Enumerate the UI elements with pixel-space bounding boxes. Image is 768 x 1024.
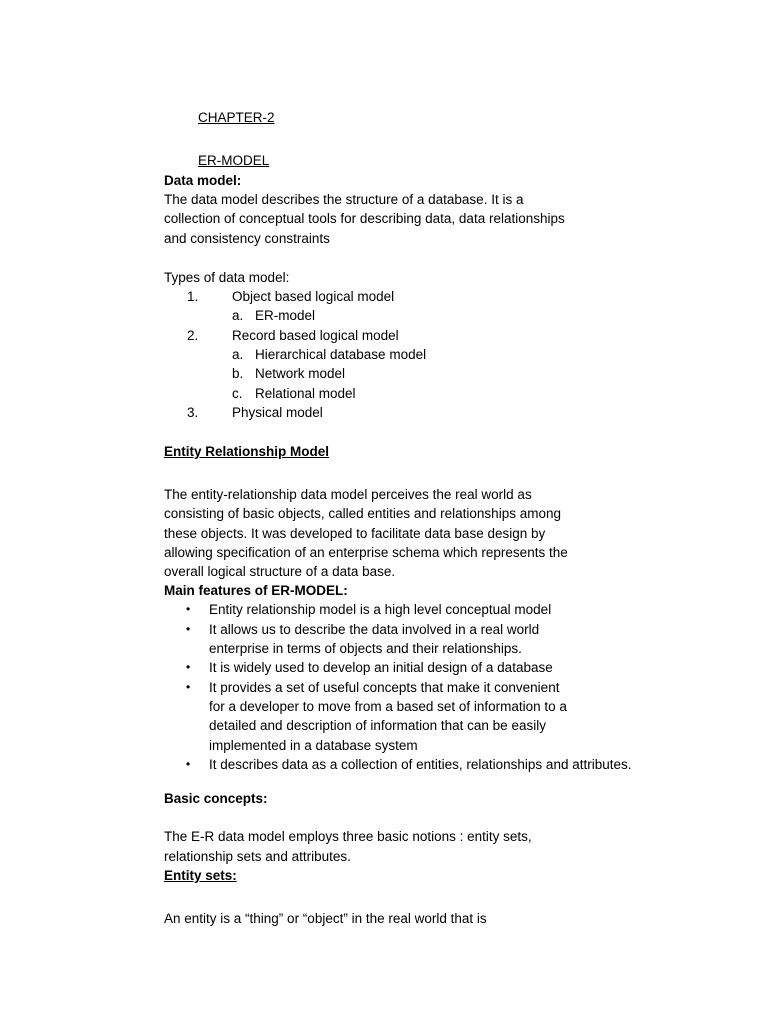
paragraph-line: relationship sets and attributes. [164, 849, 351, 864]
bullet-item: Entity relationship model is a high level conceptual model [209, 602, 552, 617]
list-item: ER-model [255, 308, 316, 323]
bullet-item: It provides a set of useful concepts that make it convenient [209, 680, 560, 695]
bullet-item: It is widely used to develop an initial design of a database [209, 660, 553, 675]
list-marker: 1. [187, 289, 199, 304]
list-marker: 3. [187, 405, 199, 420]
bullet-marker: • [186, 622, 191, 636]
list-item: Physical model [232, 405, 323, 420]
bullet-item-continuation: enterprise in terms of objects and their relationships. [209, 641, 522, 656]
er-model-heading: ER-MODEL [198, 153, 270, 168]
features-heading: Main features of ER-MODEL: [164, 583, 348, 598]
list-item: Network model [255, 366, 346, 381]
bullet-item-continuation: implemented in a database system [209, 738, 418, 753]
list-marker: c. [232, 386, 243, 401]
chapter-title: CHAPTER-2 [198, 110, 275, 125]
entity-sets-heading: Entity sets: [164, 868, 237, 883]
paragraph-line: collection of conceptual tools for describing data, data relationships [164, 211, 565, 226]
bullet-item: It allows us to describe the data involved in a real world [209, 622, 540, 637]
paragraph-line: The data model describes the structure of a database. It is a [164, 192, 524, 207]
paragraph-line: allowing specification of an enterprise schema which represents the [164, 545, 568, 560]
bullet-item-continuation: for a developer to move from a based set of information to a [209, 699, 567, 714]
list-item: Hierarchical database model [255, 347, 427, 362]
bullet-marker: • [186, 660, 191, 674]
paragraph-line: The E-R data model employs three basic notions : entity sets, [164, 829, 532, 844]
bullet-marker: • [186, 602, 191, 616]
list-marker: a. [232, 347, 244, 362]
paragraph-line: overall logical structure of a data base. [164, 564, 396, 579]
bullet-marker: • [186, 757, 191, 771]
bullet-item: It describes data as a collection of entities, relationships and attributes. [209, 757, 632, 772]
list-marker: b. [232, 366, 244, 381]
paragraph-line: these objects. It was developed to facilitate data base design by [164, 526, 546, 541]
paragraph-line: consisting of basic objects, called entities and relationships among [164, 506, 561, 521]
data-model-heading: Data model: [164, 173, 242, 188]
paragraph-line: An entity is a “thing” or “object” in the real world that is [164, 911, 487, 926]
list-marker: 2. [187, 328, 199, 343]
paragraph-line: and consistency constraints [164, 231, 330, 246]
bullet-marker: • [186, 680, 191, 694]
bullet-item-continuation: detailed and description of information that can be easily [209, 718, 546, 733]
entity-relationship-heading: Entity Relationship Model [164, 444, 330, 459]
basic-concepts-heading: Basic concepts: [164, 791, 268, 806]
list-item: Object based logical model [232, 289, 395, 304]
list-item: Relational model [255, 386, 356, 401]
paragraph-line: The entity-relationship data model perceives the real world as [164, 487, 532, 502]
types-heading: Types of data model: [164, 270, 290, 285]
list-item: Record based logical model [232, 328, 399, 343]
list-marker: a. [232, 308, 244, 323]
